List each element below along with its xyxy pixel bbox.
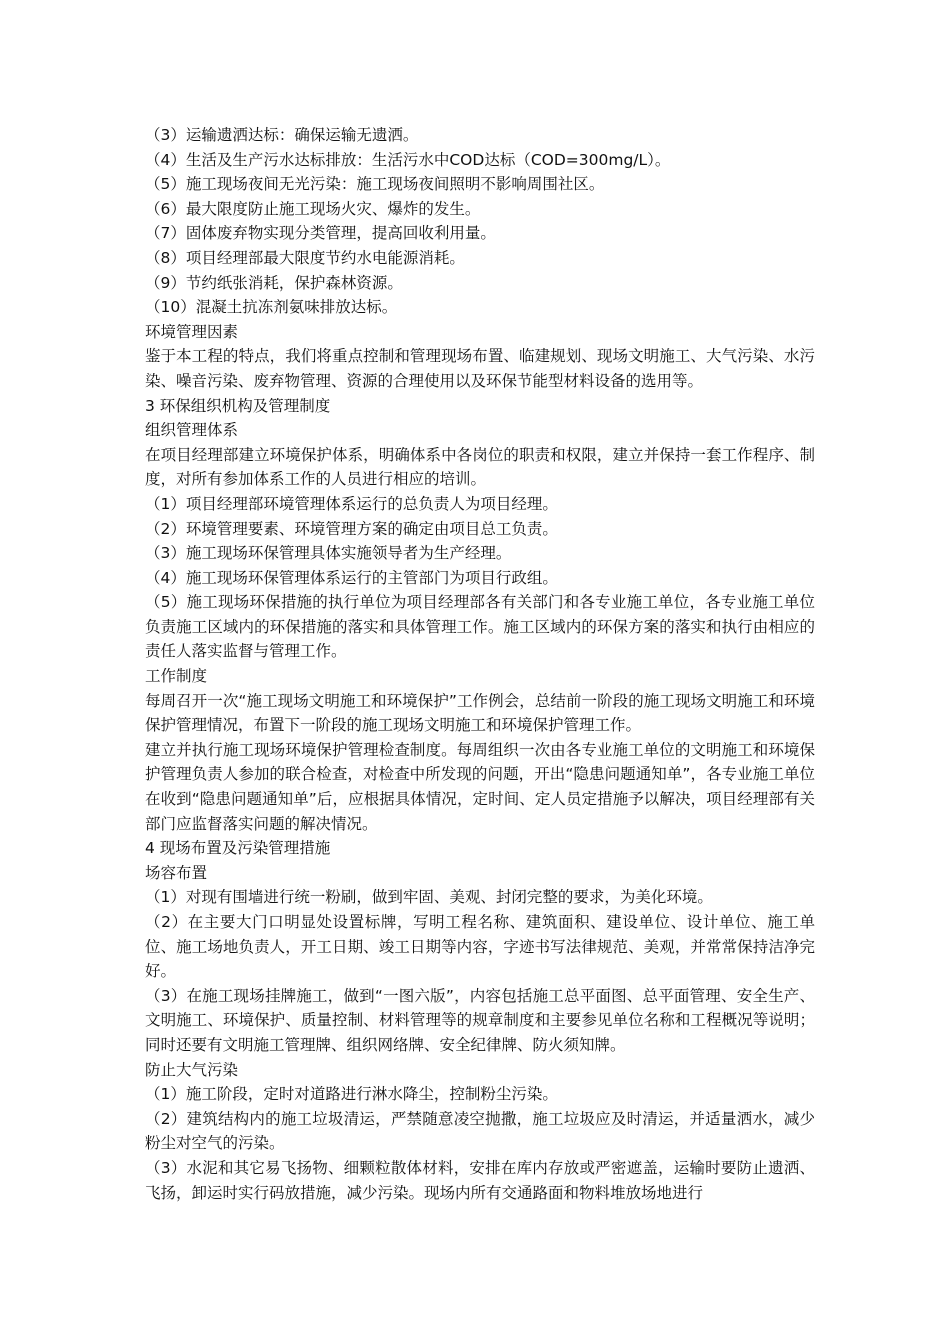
list-item: （4）施工现场环保管理体系运行的主管部门为项目行政组。 <box>145 568 558 587</box>
list-item: （5）施工现场夜间无光污染：施工现场夜间照明不影响周围社区。 <box>145 175 605 194</box>
paragraph: 鉴于本工程的特点，我们将重点控制和管理现场布置、临建规划、现场文明施工、大气污染、水污染、噪音污染、废弃物管理、资源的合理使用以及环保节能型材料设备的选用等。 <box>145 347 815 390</box>
list-item: （3）施工现场环保管理具体实施领导者为生产经理。 <box>145 544 512 563</box>
list-item: （5）施工现场环保措施的执行单位为项目经理部各有关部门和各专业施工单位，各专业施工单位负责施工区域内的环保措施的落实和具体管理工作。施工区域内的环保方案的落实和执行由相应的责任人落实监督与管理工作。 <box>145 593 815 661</box>
list-item: （1）对现有围墙进行统一粉刷，做到牢固、美观、封闭完整的要求，为美化环境。 <box>145 888 713 907</box>
list-item: （6）最大限度防止施工现场火灾、爆炸的发生。 <box>145 199 481 218</box>
paragraph: 每周召开一次“施工现场文明施工和环境保护”工作例会，总结前一阶段的施工现场文明施工和环境保护管理情况，布置下一阶段的施工现场文明施工和环境保护管理工作。 <box>145 691 815 735</box>
list-item: （2）在主要大门口明显处设置标牌，写明工程名称、建筑面积、建设单位、设计单位、施工单位、施工场地负责人，开工日期、竣工日期等内容，字迹书写法律规范、美观，并常常保持洁净完好。 <box>145 913 815 981</box>
section-heading-3: 3 环保组织机构及管理制度 <box>145 396 331 415</box>
subheading-air-pollution: 防止大气污染 <box>145 1060 239 1079</box>
list-item: （9）节约纸张消耗，保护森林资源。 <box>145 273 403 292</box>
subheading-work-system: 工作制度 <box>145 667 208 686</box>
subheading-environment-factors: 环境管理因素 <box>145 322 239 341</box>
list-item: （1）施工阶段，定时对道路进行淋水降尘，控制粉尘污染。 <box>145 1085 558 1104</box>
document-body <box>145 123 815 1205</box>
list-item: （4）生活及生产污水达标排放：生活污水中COD达标（COD=300mg/L）。 <box>145 150 671 169</box>
paragraph: 在项目经理部建立环境保护体系，明确体系中各岗位的职责和权限，建立并保持一套工作程序、制度，对所有参加体系工作的人员进行相应的培训。 <box>145 445 815 489</box>
section-heading-4: 4 现场布置及污染管理措施 <box>145 839 331 858</box>
list-item: （7）固体废弃物实现分类管理，提高回收利用量。 <box>145 224 496 243</box>
list-item: （1）项目经理部环境管理体系运行的总负责人为项目经理。 <box>145 494 558 513</box>
list-item: （3）在施工现场挂牌施工，做到“一图六版”，内容包括施工总平面图、总平面管理、安全生产、文明施工、环境保护、质量控制、材料管理等的规章制度和主要参见单位名称和工程概况等说明；同时还要有文明施工管理牌、组织网络牌、安全纪律牌、防火须知牌。 <box>145 986 815 1054</box>
list-item: （3）水泥和其它易飞扬物、细颗粒散体材料，安排在库内存放或严密遮盖，运输时要防止遗洒、飞扬，卸运时实行码放措施，减少污染。现场内所有交通路面和物料堆放场地进行 <box>145 1158 815 1202</box>
list-item: （2）建筑结构内的施工垃圾清运，严禁随意凌空抛撒，施工垃圾应及时清运，并适量洒水，减少粉尘对空气的污染。 <box>145 1109 815 1153</box>
subheading-site-layout: 场容布置 <box>145 863 208 882</box>
paragraph: 建立并执行施工现场环境保护管理检查制度。每周组织一次由各专业施工单位的文明施工和环境保护管理负责人参加的联合检查，对检查中所发现的问题，开出“隐患问题通知单”，各专业施工单位在收到“隐患问题通知单”后，应根据具体情况，定时间、定人员定措施予以解决，项目经理部有关部门应监督落实问题的解决情况。 <box>145 740 815 833</box>
list-item: （3）运输遗洒达标：确保运输无遗洒。 <box>145 126 419 144</box>
list-item: （10）混凝土抗冻剂氨味排放达标。 <box>145 298 398 317</box>
subheading-organization-system: 组织管理体系 <box>145 421 239 440</box>
list-item: （2）环境管理要素、环境管理方案的确定由项目总工负责。 <box>145 519 558 538</box>
list-item: （8）项目经理部最大限度节约水电能源消耗。 <box>145 248 465 267</box>
